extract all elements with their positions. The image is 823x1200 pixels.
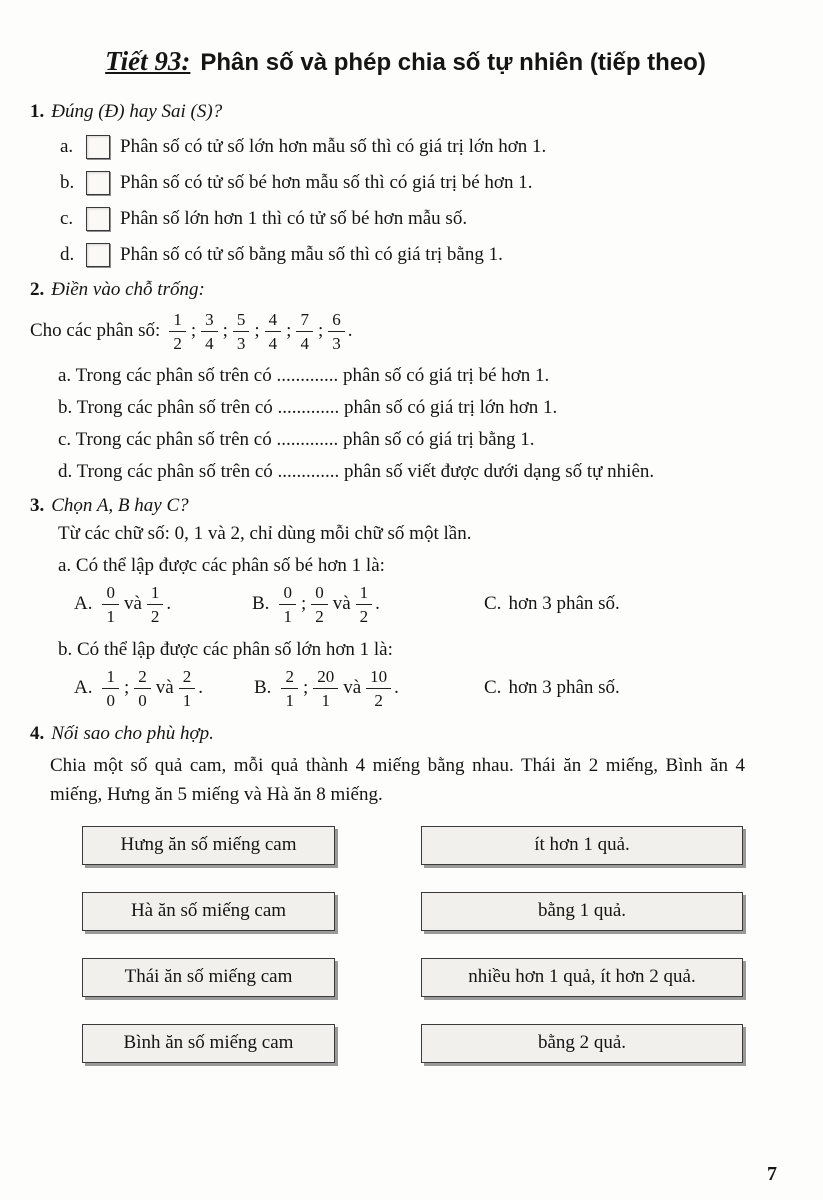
problem-4 — [30, 723, 781, 1063]
fraction: $\frac{4}{4}$ — [265, 311, 282, 352]
item-letter: b. — [60, 172, 75, 193]
option-A[interactable]: A. $\frac{1}{0}$ ; $\frac{2}{0}$ và $\frac{2}{1}$ . — [74, 666, 203, 710]
answer-checkbox[interactable] — [86, 135, 110, 159]
match-left-box[interactable]: Thái ăn số miếng cam — [82, 958, 335, 997]
item-text: Phân số có tử số bằng mẫu số thì có giá trị bằng 1. — [120, 244, 503, 265]
fraction: $\frac{1}{2}$ — [147, 584, 164, 625]
fraction: $\frac{20}{1}$ — [313, 668, 338, 709]
answer-checkbox[interactable] — [86, 243, 110, 267]
fill-blank-item — [58, 429, 781, 451]
problem-1 — [30, 101, 781, 267]
fraction: $\frac{0}{1}$ — [102, 584, 119, 625]
fraction: $\frac{6}{3}$ — [328, 311, 345, 352]
match-right-box[interactable]: bằng 2 quả. — [421, 1024, 743, 1063]
fraction-list — [30, 307, 781, 355]
item-text: Phân số có tử số bé hơn mẫu số thì có giá trị bé hơn 1. — [120, 172, 533, 193]
answer-checkbox[interactable] — [86, 207, 110, 231]
fill-blank-item — [58, 397, 781, 419]
separator: ; — [222, 320, 228, 341]
problem-3-heading — [30, 495, 781, 517]
lesson-number: Tiết 93: — [105, 46, 191, 76]
item-letter: d. — [60, 244, 75, 265]
fraction: $\frac{0}{2}$ — [311, 584, 328, 625]
true-false-item — [60, 171, 781, 195]
problem-3 — [30, 495, 781, 711]
problem-number: 1. — [30, 101, 45, 122]
match-left-box[interactable]: Bình ăn số miếng cam — [82, 1024, 335, 1063]
item-letter: a. — [60, 136, 74, 157]
answer-checkbox[interactable] — [86, 171, 110, 195]
option-C[interactable]: C. hơn 3 phân số. — [484, 593, 620, 614]
true-false-item — [60, 243, 781, 267]
fraction: $\frac{3}{4}$ — [201, 311, 218, 352]
problem-2 — [30, 279, 781, 483]
separator: . — [347, 320, 353, 341]
page-number: 7 — [767, 1163, 777, 1185]
option-C[interactable]: C. hơn 3 phân số. — [484, 677, 620, 698]
fraction: $\frac{1}{2}$ — [356, 584, 373, 625]
fraction: $\frac{2}{1}$ — [179, 668, 196, 709]
true-false-item — [60, 207, 781, 231]
option-B[interactable]: B. $\frac{2}{1}$ ; $\frac{20}{1}$ và $\frac{10}{2}$ . — [254, 666, 399, 710]
problem-number: 4. — [30, 723, 45, 744]
problem-title: Chọn A, B hay C? — [51, 495, 189, 516]
fraction: $\frac{10}{2}$ — [366, 668, 391, 709]
true-false-item — [60, 135, 781, 159]
lesson-title — [30, 46, 781, 77]
item-letter: c. — [58, 429, 72, 450]
item-text: Trong các phân số trên có ............. phân số có giá trị bé hơn 1. — [75, 365, 550, 386]
item-text: Phân số có tử số lớn hơn mẫu số thì có giá trị lớn hơn 1. — [120, 136, 547, 157]
problem-4-intro: Chia một số quả cam, mỗi quả thành 4 miếng bằng nhau. Thái ăn 2 miếng, Bình ăn 4 miếng, Hưng ăn 5 miếng và Hà ăn 8 miếng. — [50, 755, 745, 806]
fraction-list-intro: Cho các phân số: — [30, 320, 161, 341]
fraction: $\frac{0}{1}$ — [279, 584, 296, 625]
lesson-title-text: Phân số và phép chia số tự nhiên (tiếp theo) — [200, 49, 706, 76]
fraction: $\frac{7}{4}$ — [296, 311, 313, 352]
item-text: Trong các phân số trên có ............. phân số có giá trị bằng 1. — [75, 429, 535, 450]
problem-3b-options — [74, 665, 781, 711]
item-letter: a. — [58, 365, 72, 386]
separator: ; — [317, 320, 324, 341]
match-right-box[interactable]: bằng 1 quả. — [421, 892, 743, 931]
fraction: $\frac{2}{0}$ — [134, 668, 151, 709]
option-B[interactable]: B. $\frac{0}{1}$ ; $\frac{0}{2}$ và $\frac{1}{2}$ . — [252, 582, 380, 626]
separator: ; — [254, 320, 260, 341]
item-text: Phân số lớn hơn 1 thì có tử số bé hơn mẫu số. — [120, 208, 468, 229]
problem-3a-prompt: a. Có thể lập được các phân số bé hơn 1 là: — [58, 555, 385, 576]
fill-blank-item — [58, 461, 781, 483]
problem-4-heading — [30, 723, 781, 745]
problem-3b-prompt: b. Có thể lập được các phân số lớn hơn 1 là: — [58, 639, 393, 660]
fraction: $\frac{1}{2}$ — [169, 311, 186, 352]
fill-blank-item — [58, 365, 781, 387]
problem-number: 3. — [30, 495, 45, 516]
item-text: Trong các phân số trên có ............. phân số viết được dưới dạng số tự nhiên. — [76, 461, 655, 482]
item-letter: d. — [58, 461, 73, 482]
option-A[interactable]: A. $\frac{0}{1}$ và $\frac{1}{2}$ . — [74, 582, 172, 626]
problem-3a-options — [74, 581, 781, 627]
problem-1-heading — [30, 101, 781, 123]
problem-3-intro: Từ các chữ số: 0, 1 và 2, chỉ dùng mỗi chữ số một lần. — [58, 523, 472, 544]
matching-section — [82, 826, 781, 1063]
item-letter: b. — [58, 397, 73, 418]
fraction: $\frac{1}{0}$ — [102, 668, 119, 709]
problem-number: 2. — [30, 279, 45, 300]
match-left-box[interactable]: Hà ăn số miếng cam — [82, 892, 335, 931]
item-letter: c. — [60, 208, 74, 229]
separator: ; — [286, 320, 292, 341]
match-right-box[interactable]: nhiều hơn 1 quả, ít hơn 2 quả. — [421, 958, 743, 997]
problem-title: Điền vào chỗ trống: — [51, 279, 205, 300]
separator: ; — [190, 320, 197, 341]
fraction: $\frac{5}{3}$ — [233, 311, 250, 352]
fraction: $\frac{2}{1}$ — [281, 668, 298, 709]
problem-title: Đúng (Đ) hay Sai (S)? — [51, 101, 223, 122]
problem-title: Nối sao cho phù hợp. — [51, 723, 214, 744]
match-right-box[interactable]: ít hơn 1 quả. — [421, 826, 743, 865]
item-text: Trong các phân số trên có ............. phân số có giá trị lớn hơn 1. — [76, 397, 558, 418]
problem-2-heading — [30, 279, 781, 301]
match-left-box[interactable]: Hưng ăn số miếng cam — [82, 826, 335, 865]
